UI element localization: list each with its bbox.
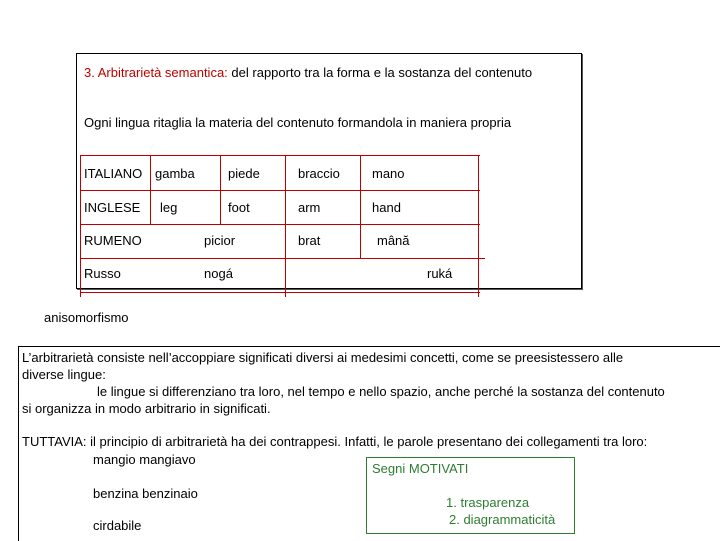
example-benzina: benzina benzinaio <box>93 486 198 501</box>
para1-line4: si organizza in modo arbitrario in significati. <box>22 401 271 416</box>
box-title-prefix: 3. Arbitrarietà semantica: <box>84 65 228 80</box>
row-rumeno-w12: picior <box>204 233 236 248</box>
segni-motivati-title: Segni MOTIVATI <box>372 461 469 476</box>
row-inglese-lang: INGLESE <box>84 200 141 215</box>
row-inglese-w4: hand <box>372 200 401 215</box>
anisomorfismo-label: anisomorfismo <box>44 310 129 325</box>
row-italiano-w3: braccio <box>298 166 340 181</box>
grid-line-v0 <box>80 155 81 297</box>
row-russo-w34: ruká <box>427 266 453 281</box>
example-mangio: mangio mangiavo <box>93 452 196 467</box>
para1-line2: diverse lingue: <box>22 367 106 382</box>
row-russo-lang: Russo <box>84 266 121 281</box>
grid-line-v2 <box>220 155 221 224</box>
grid-line-v5 <box>478 155 479 297</box>
row-rumeno-w4: mână <box>377 233 410 248</box>
para2-line1: TUTTAVIA: il principio di arbitrarietà ha dei contrappesi. Infatti, le parole presentano dei collegamenti tra loro: <box>22 434 648 449</box>
grid-line-v1 <box>150 155 151 224</box>
row-russo-w12: nogá <box>204 266 233 281</box>
grid-line-h3 <box>80 224 480 225</box>
para1-line3: le lingue si differenziano tra loro, nel tempo e nello spazio, anche perché la sostanza del contenuto <box>97 384 665 399</box>
grid-line-v4 <box>360 155 361 258</box>
row-italiano-w1: gamba <box>155 166 195 181</box>
box-title-rest: del rapporto tra la forma e la sostanza del contenuto <box>231 65 533 80</box>
box-title <box>84 65 532 80</box>
row-italiano-w4: mano <box>372 166 405 181</box>
row-italiano-w2: piede <box>228 166 260 181</box>
row-italiano-lang: ITALIANO <box>84 166 143 181</box>
row-inglese-w3: arm <box>298 200 321 215</box>
grid-line-h1 <box>80 155 480 156</box>
grid-line-v3 <box>285 155 286 297</box>
grid-line-h2 <box>80 190 480 191</box>
row-rumeno-w3: brat <box>298 233 321 248</box>
segni-motivati-item2: 2. diagrammaticità <box>449 512 556 527</box>
row-inglese-w1: leg <box>160 200 178 215</box>
row-rumeno-lang: RUMENO <box>84 233 142 248</box>
segni-motivati-item1: 1. trasparenza <box>446 495 530 510</box>
example-cirdabile: cirdabile <box>93 518 142 533</box>
para1-line1: L’arbitrarietà consiste nell’accoppiare significati diversi ai medesimi concetti, come se preesistessero alle <box>22 350 624 365</box>
box-subtitle: Ogni lingua ritaglia la materia del contenuto formandola in maniera propria <box>84 115 512 130</box>
row-inglese-w2: foot <box>228 200 250 215</box>
grid-line-h5 <box>80 292 480 293</box>
grid-line-h4 <box>80 258 485 259</box>
